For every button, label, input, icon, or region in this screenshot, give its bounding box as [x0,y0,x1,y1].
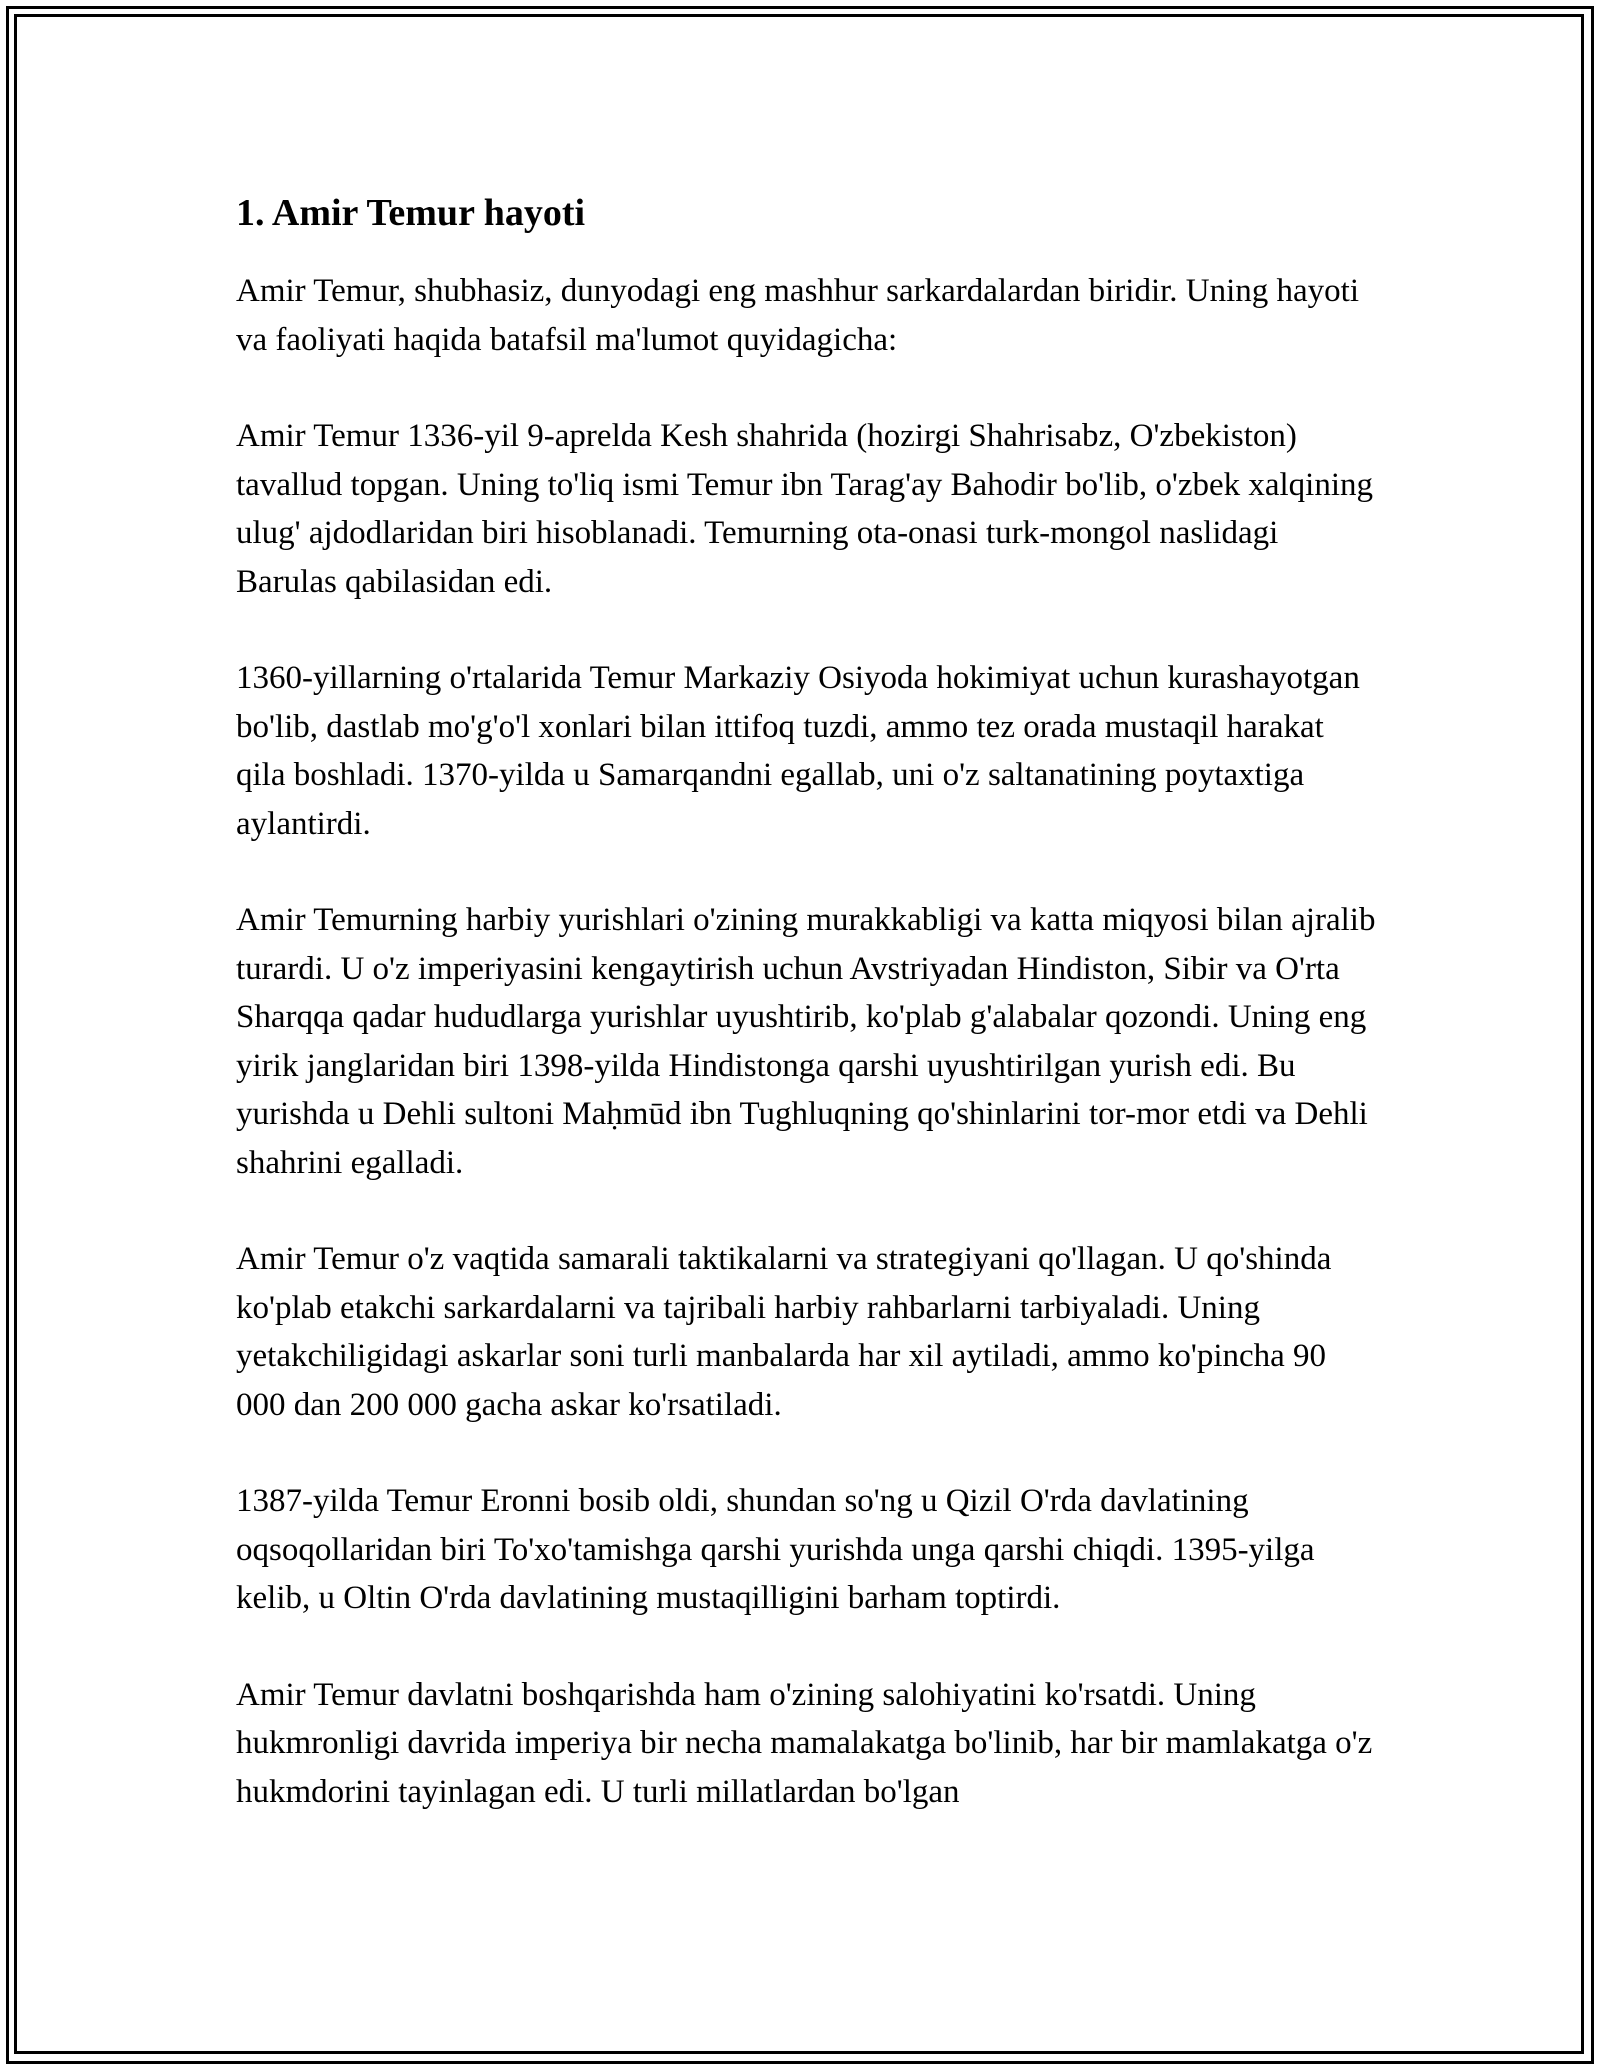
paragraph-military-campaigns: Amir Temurning harbiy yurishlari o'zining murakkabligi va katta miqyosi bilan ajralib turardi. U o'z imperiyasini kengaytirish uchun Avstriyadan Hindiston, Sibir va O'rta Sharqqa qadar hududlarga yurishlar uyushtirib, ko'plab g'alabalar qozondi. Uning eng yirik janglaridan biri 1398-yilda Hindistonga qarshi uyushtirilgan yurish edi. Bu yurishda u Dehli sultoni Maḥmūd ibn Tughluqning qo'shinlarini tor-mor etdi va Dehli shahrini egalladi. [236,902,1376,1181]
paragraph-rise-to-power: 1360-yillarning o'rtalarida Temur Markaziy Osiyoda hokimiyat uchun kurashayotgan bo'lib, dastlab mo'g'o'l xonlari bilan ittifoq tuzdi, ammo tez orada mustaqil harakat qila boshladi. 1370-yilda u Samarqandni egallab, uni o'z saltanatining poytaxtiga aylantirdi. [236,660,1360,842]
paragraph-governance: Amir Temur davlatni boshqarishda ham o'zining salohiyatini ko'rsatdi. Uning hukmronligi davrida imperiya bir necha mamalakatga bo'linib, har bir mamlakatga o'z hukmdorini tayinlagan edi. U turli millatlardan bo'lgan [236,1676,1373,1810]
paragraph-intro: Amir Temur, shubhasiz, dunyodagi eng mashhur sarkardalardan biridir. Uning hayoti va faoliyati haqida batafsil ma'lumot quyidagicha: [236,273,1360,358]
document-body [236,185,1376,1864]
section-heading: 1. Amir Temur hayoti [236,192,586,234]
paragraph-iran-golden-horde: 1387-yilda Temur Eronni bosib oldi, shundan so'ng u Qizil O'rda davlatining oqsoqollaridan biri To'xo'tamishga qarshi yurishda unga qarshi chiqdi. 1395-yilga kelib, u Oltin O'rda davlatining mustaqilligini barham toptirdi. [236,1483,1315,1616]
paragraph-birth: Amir Temur 1336-yil 9-aprelda Kesh shahrida (hozirgi Shahrisabz, O'zbekiston) tavallud topgan. Uning to'liq ismi Temur ibn Tarag'ay Bahodir bo'lib, o'zbek xalqining ulug' ajdodlaridan biri hisoblanadi. Temurning ota-onasi turk-mongol naslidagi Barulas qabilasidan edi. [236,418,1374,600]
paragraph-tactics: Amir Temur o'z vaqtida samarali taktikalarni va strategiyani qo'llagan. U qo'shinda ko'plab etakchi sarkardalarni va tajribali harbiy rahbarlarni tarbiyaladi. Uning yetakchiligidagi askarlar soni turli manbalarda har xil aytiladi, ammo ko'pincha 90 000 dan 200 000 gacha askar ko'rsatiladi. [236,1241,1332,1423]
